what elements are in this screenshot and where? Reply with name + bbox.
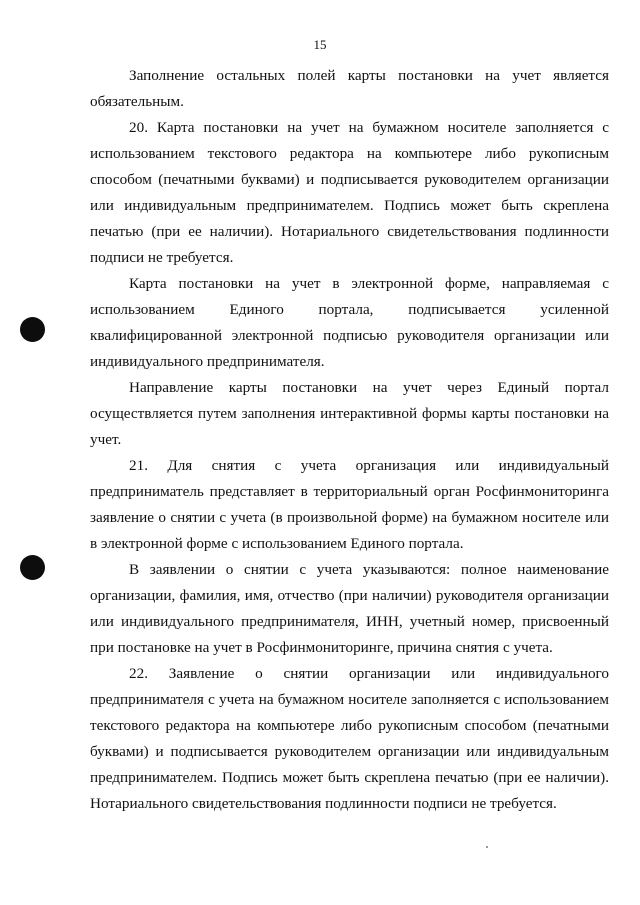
paragraph-electronic-card: Карта постановки на учет в электронной форме, направляемая с использованием Единого портала, подписывается усиленной квалифицированной электронной подписью руководителя организации или индивидуального предпринимателя. [90, 275, 609, 370]
paragraph-deregistration-contents: В заявлении о снятии с учета указываются: полное наименование организации, фамилия, имя, отчество (при наличии) руководителя организации или индивидуального предпринимателя, ИНН, учетный номер, присвоенный при постановке на учет в Росфинмониторинге, причина снятия с учета. [90, 561, 609, 656]
document-body [90, 63, 609, 817]
paragraph-filling-fields: Заполнение остальных полей карты постановки на учет является обязательным. [90, 67, 609, 110]
page-number: 15 [313, 37, 327, 52]
paragraph-portal-submission: Направление карты постановки на учет через Единый портал осуществляется путем заполнения интерактивной формы карты постановки на учет. [90, 379, 609, 448]
scan-speck [486, 846, 488, 848]
punch-hole-bottom [20, 555, 45, 580]
punch-hole-top [20, 317, 45, 342]
paragraph-22-paper-application: 22. Заявление о снятии организации или индивидуального предпринимателя с учета на бумажном носителе заполняется с использованием текстового редактора на компьютере либо рукописным способом (печатными буквами) и подписывается руководителем организации или индивидуальным предпринимателем. Подпись может быть скреплена печатью (при ее наличии). Нотариального свидетельствования подлинности подписи не требуется. [90, 665, 609, 812]
paragraph-21-deregistration: 21. Для снятия с учета организация или индивидуальный предприниматель представляет в территориальный орган Росфинмониторинга заявление о снятии с учета (в произвольной форме) на бумажном носителе или в электронной форме с использованием Единого портала. [90, 457, 609, 552]
paragraph-20-paper-card: 20. Карта постановки на учет на бумажном носителе заполняется с использованием текстового редактора на компьютере либо рукописным способом (печатными буквами) и подписывается руководителем организации или индивидуальным предпринимателем. Подпись может быть скреплена печатью (при ее наличии). Нотариального свидетельствования подлинности подписи не требуется. [90, 119, 609, 266]
